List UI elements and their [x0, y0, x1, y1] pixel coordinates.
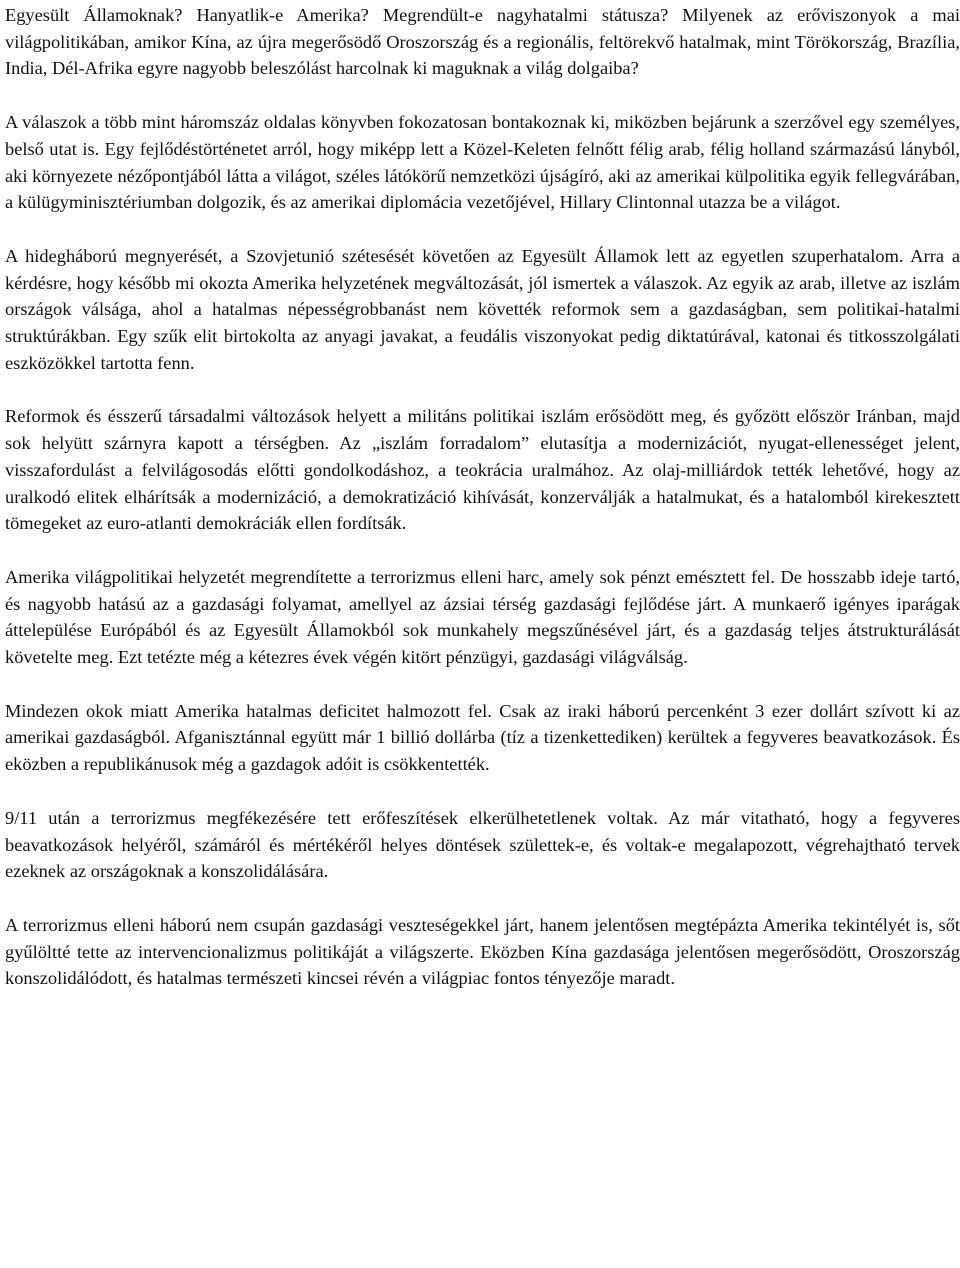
paragraph: A hidegháború megnyerését, a Szovjetunió szétesését követően az Egyesült Államok lett az egyetlen szuperhatalom. Arra a kérdésre, hogy később mi okozta Amerika helyzetének megváltozását, jól ismertek a válaszok. Az egyik az arab, illetve az iszlám országok válsága, ahol a hatalmas népességrobbanást nem követték reformok sem a gazdaságban, sem politikai-hatalmi struktúrákban. Egy szűk elit birtokolta az anyagi javakat, a feudális viszonyokat pedig diktatúrával, katonai és titkosszolgálati eszközökkel tartotta fenn.	[5, 245, 960, 373]
paragraph: Egyesült Államoknak? Hanyatlik-e Amerika? Megrendült-e nagyhatalmi státusza? Milyenek az erőviszonyok a mai világpolitikában, amikor Kína, az újra megerősödő Oroszország és a regionális, feltörekvő hatalmak, mint Törökország, Brazília, India, Dél-Afrika egyre nagyobb beleszólást harcolnak ki maguknak a világ dolgaiba?	[5, 5, 960, 79]
paragraph: Amerika világpolitikai helyzetét megrendítette a terrorizmus elleni harc, amely sok pénzt emésztett fel. De hosszabb ideje tartó, és nagyobb hatású az a gazdasági folyamat, amellyel az ázsiai térség gazdasági fejlődése járt. A munkaerő igényes iparágak áttelepülése Európából és az Egyesült Államokból sok munkahely megszűnésével járt, és a gazdaság teljes átstrukturálását követelte meg. Ezt tetézte még a kétezres évek végén kitört pénzügyi, gazdasági világválság.	[5, 566, 960, 668]
paragraph: 9/11 után a terrorizmus megfékezésére tett erőfeszítések elkerülhetetlenek voltak. Az már vitatható, hogy a fegyveres beavatkozások helyéről, számáról és mértékéről helyes döntések születtek-e, és voltak-e megalapozott, végrehajtható tervek ezeknek az országoknak a konszolidálására.	[5, 807, 960, 882]
paragraph: Reformok és ésszerű társadalmi változások helyett a militáns politikai iszlám erősödött meg, és győzött először Iránban, majd sok helyütt szárnyra kapott a térségben. Az „iszlám forradalom” elutasítja a modernizációt, nyugat-ellenességet jelent, visszafordulást a felvilágosodás előtti gondolkodáshoz, a teokrácia uralmához. Az olaj-milliárdok tették lehetővé, hogy az uralkodó elitek elhárítsák a modernizáció, a demokratizáció kihívását, konzerválják a hatalmukat, és a hatalomból kirekesztett tömegeket az euro-atlanti demokráciák ellen fordítsák.	[5, 406, 960, 534]
document-page	[5, 2, 960, 992]
paragraph: A válaszok a több mint háromszáz oldalas könyvben fokozatosan bontakoznak ki, miközben bejárunk a szerzővel egy személyes, belső utat is. Egy fejlődéstörténetet arról, hogy miképp lett a Közel-Keleten felnőtt félig arab, félig holland származású lányból, aki környezete nézőpontjából látta a világot, széles látókörű nemzetközi újságíró, aki az amerikai külpolitika egyik fellegvárában, a külügyminisztériumban dolgozik, és az amerikai diplomácia vezetőjével, Hillary Clintonnal utazza be a világot.	[5, 112, 960, 213]
paragraph: A terrorizmus elleni háború nem csupán gazdasági veszteségekkel járt, hanem jelentősen megtépázta Amerika tekintélyét is, sőt gyűlöltté tette az intervencionalizmus politikáját a világszerte. Eközben Kína gazdasága jelentősen megerősödött, Oroszország konszolidálódott, és hatalmas természeti kincsei révén a világpiac fontos tényezője maradt.	[5, 914, 960, 989]
paragraph: Mindezen okok miatt Amerika hatalmas deficitet halmozott fel. Csak az iraki háború percenként 3 ezer dollárt szívott ki az amerikai gazdaságból. Afganisztánnal együtt már 1 billió dollárba (tíz a tizenkettediken) kerültek a fegyveres beavatkozások. És eközben a republikánusok még a gazdagok adóit is csökkentették.	[5, 700, 960, 775]
